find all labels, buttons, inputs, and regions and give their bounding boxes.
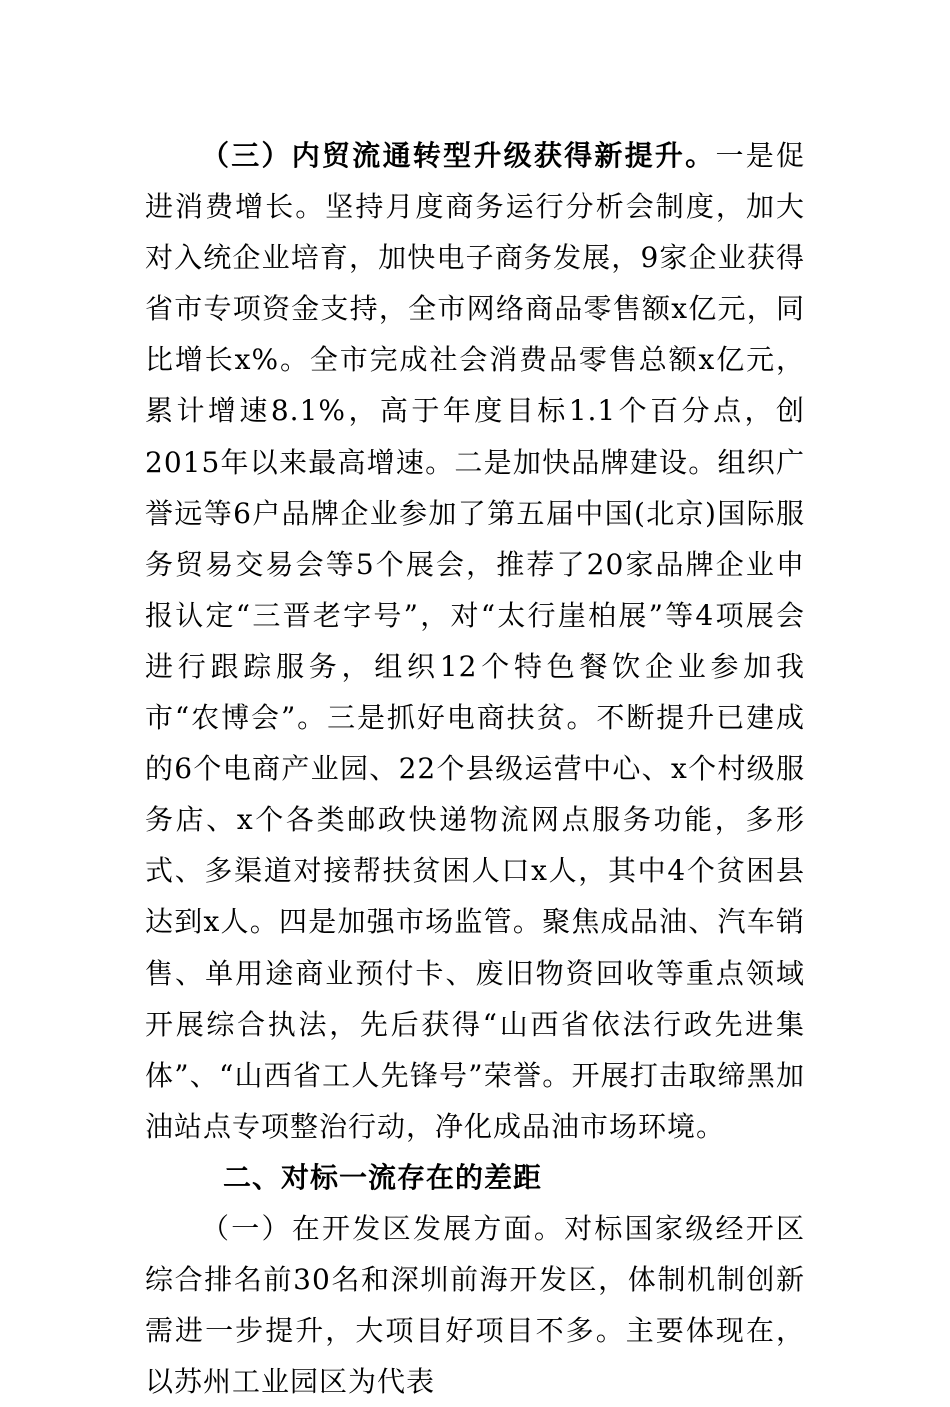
paragraph-section-3: [145, 130, 805, 1152]
document-page: [145, 130, 805, 1407]
section-heading-2: 二、对标一流存在的差距: [223, 1160, 543, 1194]
paragraph-section-2-1: （一）在开发区发展方面。对标国家级经开区综合排名前30名和深圳前海开发区，体制机制创新需进一步提升，大项目好项目不多。主要体现在，以苏州工业园区为代表: [145, 1211, 805, 1399]
section-3-heading: （三）内贸流通转型升级获得新提升。: [201, 139, 716, 172]
section-3-body: 一是促进消费增长。坚持月度商务运行分析会制度，加大对入统企业培育，加快电子商务发展，9家企业获得省市专项资金支持，全市网络商品零售额x亿元，同比增长x%。全市完成社会消费品零售总额x亿元，累计增速8.1%，高于年度目标1.1个百分点，创2015年以来最高增速。二是加快品牌建设。组织广誉远等6户品牌企业参加了第五届中国(北京)国际服务贸易交易会等5个展会，推荐了20家品牌企业申报认定“三晋老字号”，对“太行崖柏展”等4项展会进行跟踪服务，组织12个特色餐饮企业参加我市“农博会”。三是抓好电商扶贫。不断提升已建成的6个电商产业园、22个县级运营中心、x个村级服务店、x个各类邮政快递物流网点服务功能，多形式、多渠道对接帮扶贫困人口x人，其中4个贫困县达到x人。四是加强市场监管。聚焦成品油、汽车销售、单用途商业预付卡、废旧物资回收等重点领域开展综合执法，先后获得“山西省依法行政先进集体”、“山西省工人先锋号”荣誉。开展打击取缔黑加油站点专项整治行动，净化成品油市场环境。: [145, 139, 805, 1143]
